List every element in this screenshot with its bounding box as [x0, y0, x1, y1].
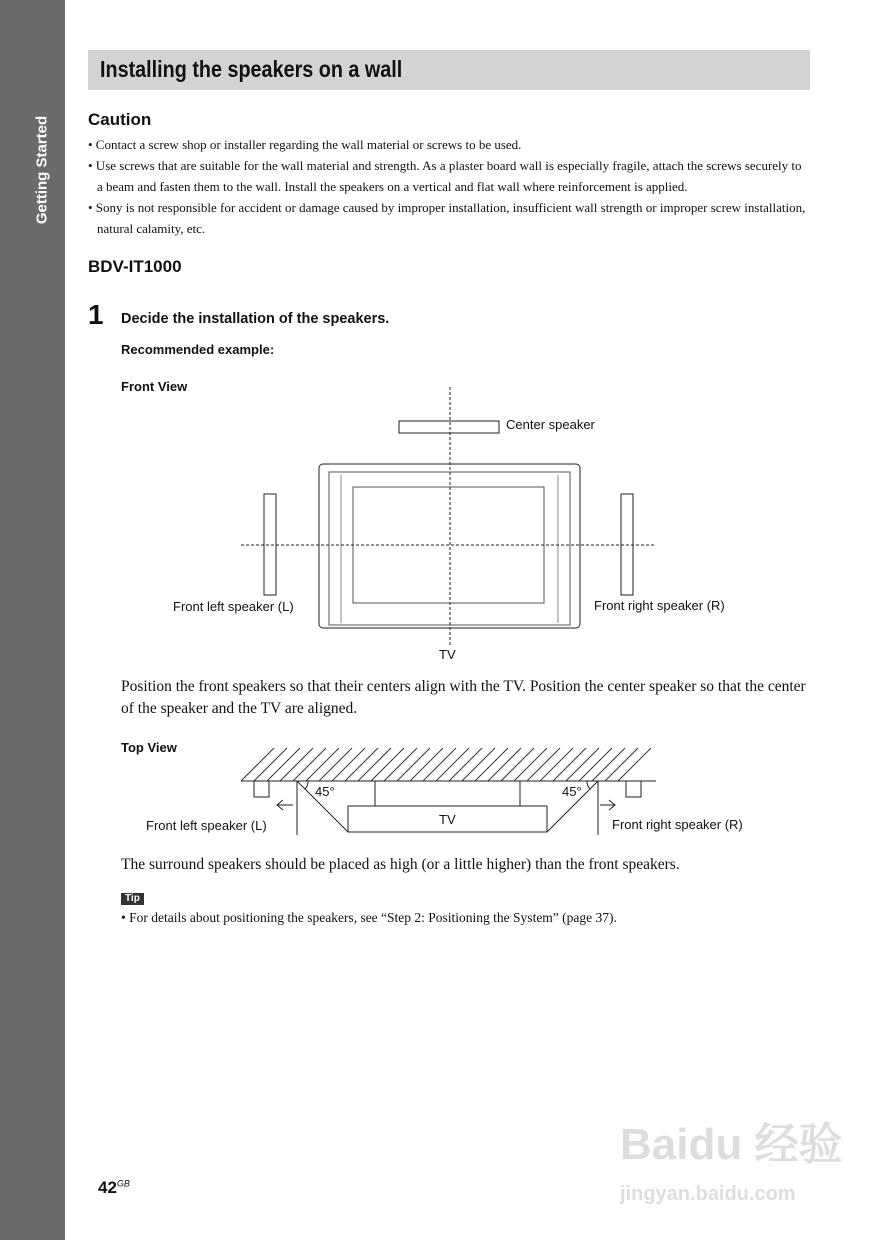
wall-hatch	[579, 748, 612, 781]
caution-bullet: • Use screws that are suitable for the wall material and strength. As a plaster board wall is especially fragile, attach the screws securely to a beam and fasten them to the wall. Install the speakers on a vertical and flat wall where reinforcement is applied.	[88, 158, 802, 194]
wall-hatch	[254, 748, 287, 781]
section-tab: Getting Started	[33, 115, 51, 225]
wall-hatch	[540, 748, 573, 781]
page-number-value: 42	[98, 1178, 117, 1197]
wall-hatch	[488, 748, 521, 781]
recommended-label: Recommended example:	[121, 342, 275, 357]
model-heading: BDV-IT1000	[88, 257, 182, 276]
wall-hatch	[423, 748, 456, 781]
wall-hatch	[501, 748, 534, 781]
arrow-right-icon	[600, 800, 615, 810]
wall-hatch	[358, 748, 391, 781]
angle-right: 45°	[562, 784, 582, 799]
tip-text: • For details about positioning the speakers, see “Step 2: Positioning the System” (page 37).	[121, 910, 617, 925]
page-title: Installing the speakers on a wall	[100, 56, 403, 82]
wall-hatch	[436, 748, 469, 781]
center-speaker	[399, 421, 499, 433]
top-tv-label: TV	[439, 812, 456, 827]
caution-bullet: • Contact a screw shop or installer regarding the wall material or screws to be used.	[88, 137, 522, 152]
wall-hatch	[267, 748, 300, 781]
wall-hatch	[605, 748, 638, 781]
page-number	[98, 1178, 130, 1198]
caution-bullet: • Sony is not responsible for accident or damage caused by improper installation, insufficient wall strength or improper screw installation, natural calamity, etc.	[88, 200, 806, 236]
wall-hatch	[462, 748, 495, 781]
wall-hatch	[527, 748, 560, 781]
watermark-logo: Baidu 经验	[620, 1120, 843, 1169]
wall-hatch	[566, 748, 599, 781]
wall-hatch	[553, 748, 586, 781]
wall-hatch	[475, 748, 508, 781]
wall-hatch	[397, 748, 430, 781]
right-speaker-top	[626, 781, 641, 797]
center-speaker-label: Center speaker	[506, 417, 595, 432]
paragraph-surround: The surround speakers should be placed as high (or a little higher) than the front speakers.	[121, 856, 680, 873]
wall-hatch	[410, 748, 443, 781]
left-speaker-top	[254, 781, 269, 797]
tv-stand	[375, 781, 520, 806]
wall-hatch	[449, 748, 482, 781]
wall-hatch	[293, 748, 326, 781]
wall-hatch	[592, 748, 625, 781]
wall-hatch	[319, 748, 352, 781]
top-view-label: Top View	[121, 740, 177, 755]
paragraph-front: Position the front speakers so that their centers align with the TV. Position the center speaker so that the center of the speaker and the TV are aligned.	[121, 678, 806, 717]
top-left-label: Front left speaker (L)	[146, 818, 267, 833]
wall-hatch	[371, 748, 404, 781]
front-right-label: Front right speaker (R)	[594, 598, 725, 613]
top-right-label: Front right speaker (R)	[612, 817, 743, 832]
step-number: 1	[88, 299, 104, 330]
watermark-url: jingyan.baidu.com	[620, 1183, 796, 1205]
caution-heading: Caution	[88, 110, 152, 129]
arrow-left-icon	[277, 800, 293, 810]
wall-hatch	[618, 748, 651, 781]
wall-hatch	[332, 748, 365, 781]
page-suffix: GB	[116, 1178, 130, 1189]
wall-hatch	[241, 748, 274, 781]
front-view-label: Front View	[121, 379, 188, 394]
wall-hatch	[384, 748, 417, 781]
tv-label: TV	[439, 647, 456, 662]
wall-hatch	[280, 748, 313, 781]
wall-hatch	[345, 748, 378, 781]
angle-left: 45°	[315, 784, 335, 799]
wall-hatch	[306, 748, 339, 781]
tip-badge: Tip	[121, 893, 144, 905]
front-left-label: Front left speaker (L)	[173, 599, 294, 614]
wall-hatch	[514, 748, 547, 781]
front-left-speaker	[264, 494, 276, 595]
step-text: Decide the installation of the speakers.	[121, 311, 390, 327]
